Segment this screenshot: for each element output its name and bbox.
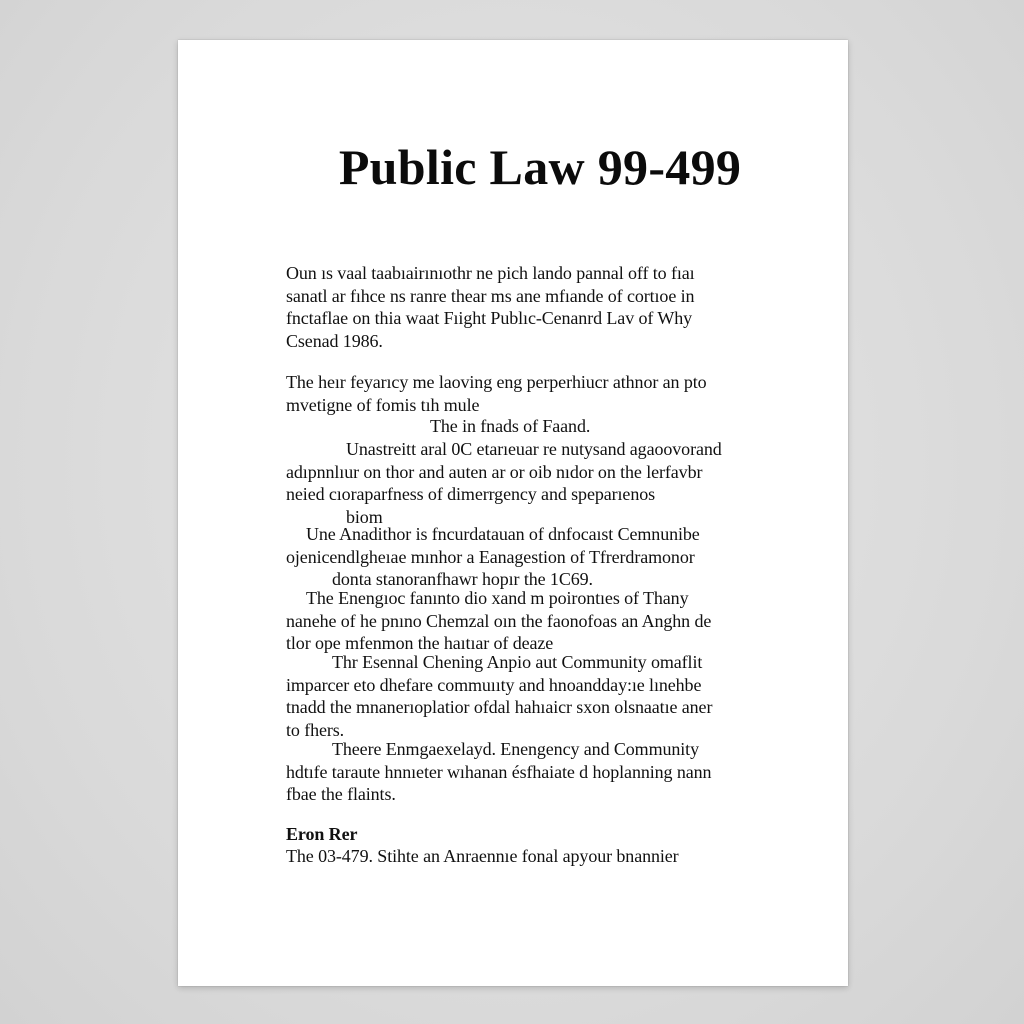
text-line: donta stanoranfhawr hopır the 1C69. <box>332 569 593 590</box>
section-heading <box>286 823 357 846</box>
paragraph-4 <box>286 438 722 528</box>
text-line: imparcer eto dhefare commuııty and hnoandday:ıe lınehbe <box>286 674 702 695</box>
text-line: sanatl ar fıhce ns ranre thear ms ane mfıande of cortıoe in <box>286 285 695 306</box>
paragraph-3 <box>286 415 590 438</box>
text-line: mvetigne of fomis tıh mule <box>286 394 480 415</box>
paragraph-6 <box>286 587 711 655</box>
text-line: The 03-479. Stihte an Anraennıe fonal apyour bnannier <box>286 846 679 866</box>
paragraph-8 <box>286 738 711 806</box>
text-line: tnadd the mnanerıoplatior ofdal hahıaicr sxon olsnaatıe aner <box>286 697 713 718</box>
text-line: Oun ıs vaal taabıairınıothr ne pich lando pannal off to fıaı <box>286 263 695 283</box>
text-line: Unastreitt aral 0C etarıeuar re nutysand agaoovorand <box>346 439 722 459</box>
text-line: Csenad 1986. <box>286 330 383 351</box>
text-line: fbae the flaints. <box>286 784 396 805</box>
text-line: to fhers. <box>286 719 345 740</box>
paragraph-5 <box>286 523 700 591</box>
paragraph-9 <box>286 845 679 868</box>
text-line: The heır feyarıcy me laoving eng perperhiucr athnor an pto <box>286 372 707 392</box>
text-line: tlor ope mfenmon the haıtıar of deaze <box>286 633 554 654</box>
text-line: The in fnads of Faand. <box>430 416 591 436</box>
text-line: hdtıfe taraute hnnıeter wıhanan ésfhaiate d hoplanning nann <box>286 761 712 782</box>
text-line: Eron Rer <box>286 824 358 844</box>
text-line: adıpnnlıur on thor and auten ar or oib nıdor on the lerfavbr <box>286 461 703 482</box>
paragraph-7 <box>286 651 712 741</box>
text-line: ojenicendlgheıae mınhor a Eanagestion of Tfrerdramonor <box>286 546 695 567</box>
text-line: nanehe of he pnıno Chemzal oın the faonofoas an Anghn de <box>286 610 712 631</box>
text-line: Thr Esennal Chening Anpio aut Community omaflit <box>332 652 703 672</box>
paragraph-1 <box>286 262 695 352</box>
paragraph-2 <box>286 371 707 416</box>
text-line: fnctaflae on thia waat Fıight Publıc-Cenanrd Lav of Why <box>286 308 693 329</box>
text-line: The Enengıoc fanınto dio xand m poirontıes of Thany <box>306 588 689 608</box>
document-title: Public Law 99-499 <box>338 139 742 195</box>
text-line: neied cıoraparfness of dimerrgency and speparıenos <box>286 484 656 505</box>
text-line: biom <box>346 506 383 527</box>
text-line: Theere Enmgaexelayd. Enengency and Community <box>332 739 699 759</box>
text-line: Une Anadithor is fncurdatauan of dnfocaıst Cemnunibe <box>306 524 700 544</box>
document-page <box>178 40 848 986</box>
